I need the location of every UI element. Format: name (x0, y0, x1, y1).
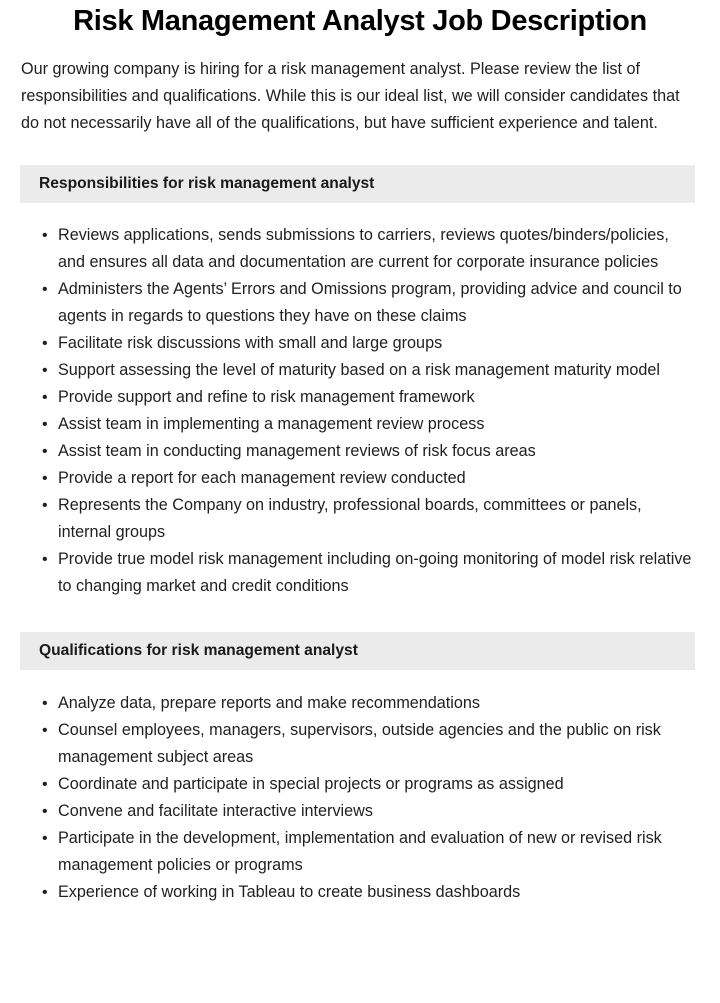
responsibilities-list (0, 203, 720, 600)
list-item: • Provide true model risk management including on-going monitoring of model risk relative to changing market and credit conditions (0, 546, 720, 600)
list-item: • Counsel employees, managers, supervisors, outside agencies and the public on risk management subject areas (0, 717, 720, 771)
list-item: • Represents the Company on industry, professional boards, committees or panels, internal groups (0, 492, 720, 546)
section-heading-qualifications: Qualifications for risk management analyst (20, 632, 695, 670)
list-item: • Assist team in implementing a management review process (0, 411, 720, 438)
section-heading-responsibilities: Responsibilities for risk management analyst (20, 165, 695, 203)
list-item: • Administers the Agents’ Errors and Omissions program, providing advice and council to agents in regards to questions they have on these claims (0, 276, 720, 330)
list-item: • Convene and facilitate interactive interviews (0, 798, 720, 825)
list-item: • Provide a report for each management review conducted (0, 465, 720, 492)
list-item: • Reviews applications, sends submissions to carriers, reviews quotes/binders/policies, and ensures all data and documentation are current for corporate insurance policies (0, 222, 720, 276)
page-title: Risk Management Analyst Job Description (73, 5, 647, 37)
section-responsibilities (0, 165, 720, 600)
list-item: • Support assessing the level of maturity based on a risk management maturity model (0, 357, 720, 384)
list-item: • Assist team in conducting management reviews of risk focus areas (0, 438, 720, 465)
qualifications-list (0, 670, 720, 906)
intro-paragraph: Our growing company is hiring for a risk management analyst. Please review the list of responsibilities and qualifications. While this is our ideal list, we will consider candidates that do not necessarily have all of the qualifications, but have sufficient experience and talent. (21, 60, 680, 132)
list-item: • Facilitate risk discussions with small and large groups (0, 330, 720, 357)
list-item: • Coordinate and participate in special projects or programs as assigned (0, 771, 720, 798)
list-item: • Participate in the development, implementation and evaluation of new or revised risk management policies or programs (0, 825, 720, 879)
section-qualifications (0, 632, 720, 906)
list-item: • Provide support and refine to risk management framework (0, 384, 720, 411)
list-item: • Experience of working in Tableau to create business dashboards (0, 879, 720, 906)
list-item: • Analyze data, prepare reports and make recommendations (0, 690, 720, 717)
